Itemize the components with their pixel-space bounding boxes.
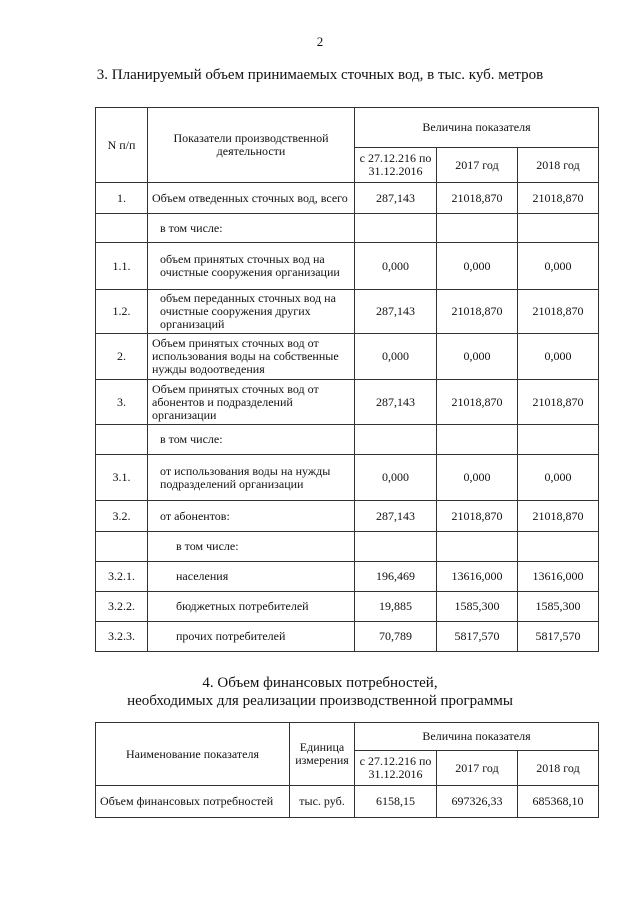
row-num: 3.2.2.	[96, 592, 148, 622]
row-num: 3.	[96, 380, 148, 425]
row-value-3	[518, 425, 599, 455]
header-period-3: 2018 год	[518, 751, 599, 786]
row-label: в том числе:	[148, 532, 355, 562]
row-value-2: 13616,000	[437, 562, 518, 592]
row-label: объем переданных сточных вод на очистные сооружения других организаций	[148, 290, 355, 334]
row-value-3: 0,000	[518, 455, 599, 501]
header-period-2: 2017 год	[437, 148, 518, 183]
row-num: 1.1.	[96, 243, 148, 290]
row-value-2: 0,000	[437, 243, 518, 290]
row-num: 3.1.	[96, 455, 148, 501]
table-row	[96, 334, 599, 380]
table-header-row	[96, 108, 599, 148]
row-value-2	[437, 214, 518, 243]
row-value-2: 5817,570	[437, 622, 518, 652]
wastewater-volume-table	[95, 107, 599, 652]
header-unit: Единица измерения	[290, 723, 355, 786]
row-value-3: 0,000	[518, 243, 599, 290]
table-header-row	[96, 723, 599, 751]
row-value-2: 21018,870	[437, 290, 518, 334]
row-num: 3.2.3.	[96, 622, 148, 652]
row-label: Объем принятых сточных вод от абонентов и подразделений организации	[148, 380, 355, 425]
row-label: населения	[148, 562, 355, 592]
row-value-1: 0,000	[355, 334, 437, 380]
row-value-3: 13616,000	[518, 562, 599, 592]
table-row	[96, 501, 599, 532]
table-row	[96, 532, 599, 562]
financial-needs-table	[95, 722, 599, 818]
row-value-3: 5817,570	[518, 622, 599, 652]
row-label: бюджетных потребителей	[148, 592, 355, 622]
header-value: Величина показателя	[355, 108, 599, 148]
table-row	[96, 183, 599, 214]
header-period-3: 2018 год	[518, 148, 599, 183]
row-num: 3.2.	[96, 501, 148, 532]
row-value-1	[355, 532, 437, 562]
row-value-2: 1585,300	[437, 592, 518, 622]
header-period-1: с 27.12.216 по 31.12.2016	[355, 751, 437, 786]
row-value-3	[518, 214, 599, 243]
header-num: N п/п	[96, 108, 148, 183]
section-3-title: 3. Планируемый объем принимаемых сточных вод, в тыс. куб. метров	[96, 67, 544, 83]
row-value-2	[437, 532, 518, 562]
row-value-3: 0,000	[518, 334, 599, 380]
header-period-1: с 27.12.216 по 31.12.2016	[355, 148, 437, 183]
row-value-2: 697326,33	[437, 786, 518, 818]
row-label: объем принятых сточных вод на очистные сооружения организации	[148, 243, 355, 290]
page-number: 2	[316, 34, 324, 49]
header-value: Величина показателя	[355, 723, 599, 751]
row-label: в том числе:	[148, 214, 355, 243]
table-row	[96, 455, 599, 501]
table-row	[96, 290, 599, 334]
row-value-1	[355, 425, 437, 455]
row-value-1: 19,885	[355, 592, 437, 622]
row-value-1: 6158,15	[355, 786, 437, 818]
row-value-2	[437, 425, 518, 455]
row-value-3: 21018,870	[518, 501, 599, 532]
row-name: Объем финансовых потребностей	[96, 786, 290, 818]
row-label: Объем отведенных сточных вод, всего	[148, 183, 355, 214]
row-value-1: 287,143	[355, 290, 437, 334]
row-value-1: 0,000	[355, 243, 437, 290]
row-value-2: 21018,870	[437, 501, 518, 532]
row-num: 3.2.1.	[96, 562, 148, 592]
table-row	[96, 214, 599, 243]
row-value-1: 287,143	[355, 501, 437, 532]
row-num: 1.	[96, 183, 148, 214]
table-row	[96, 425, 599, 455]
row-num: 2.	[96, 334, 148, 380]
row-label: Объем принятых сточных вод от использования воды на собственные нужды водоотведения	[148, 334, 355, 380]
header-name: Наименование показателя	[96, 723, 290, 786]
row-label: от использования воды на нужды подразделений организации	[148, 455, 355, 501]
row-value-2: 0,000	[437, 455, 518, 501]
row-num	[96, 532, 148, 562]
row-value-1: 196,469	[355, 562, 437, 592]
header-indicator: Показатели производственной деятельности	[148, 108, 355, 183]
row-value-2: 21018,870	[437, 380, 518, 425]
row-value-2: 21018,870	[437, 183, 518, 214]
row-value-3: 1585,300	[518, 592, 599, 622]
row-num	[96, 214, 148, 243]
row-num: 1.2.	[96, 290, 148, 334]
row-label: в том числе:	[148, 425, 355, 455]
row-label: от абонентов:	[148, 501, 355, 532]
section-4-title-line-1: 4. Объем финансовых потребностей,	[202, 675, 438, 691]
row-value-1	[355, 214, 437, 243]
row-value-1: 287,143	[355, 183, 437, 214]
table-row	[96, 622, 599, 652]
table-row	[96, 786, 599, 818]
row-value-1: 0,000	[355, 455, 437, 501]
row-value-3: 21018,870	[518, 290, 599, 334]
table-row	[96, 380, 599, 425]
table-row	[96, 592, 599, 622]
section-4-title-line-2: необходимых для реализации производственной программы	[127, 693, 513, 709]
row-value-3: 21018,870	[518, 183, 599, 214]
row-unit: тыс. руб.	[290, 786, 355, 818]
row-value-1: 70,789	[355, 622, 437, 652]
header-period-2: 2017 год	[437, 751, 518, 786]
table-row	[96, 243, 599, 290]
row-label: прочих потребителей	[148, 622, 355, 652]
row-value-3	[518, 532, 599, 562]
row-value-3: 685368,10	[518, 786, 599, 818]
row-num	[96, 425, 148, 455]
row-value-1: 287,143	[355, 380, 437, 425]
row-value-3: 21018,870	[518, 380, 599, 425]
table-row	[96, 562, 599, 592]
row-value-2: 0,000	[437, 334, 518, 380]
